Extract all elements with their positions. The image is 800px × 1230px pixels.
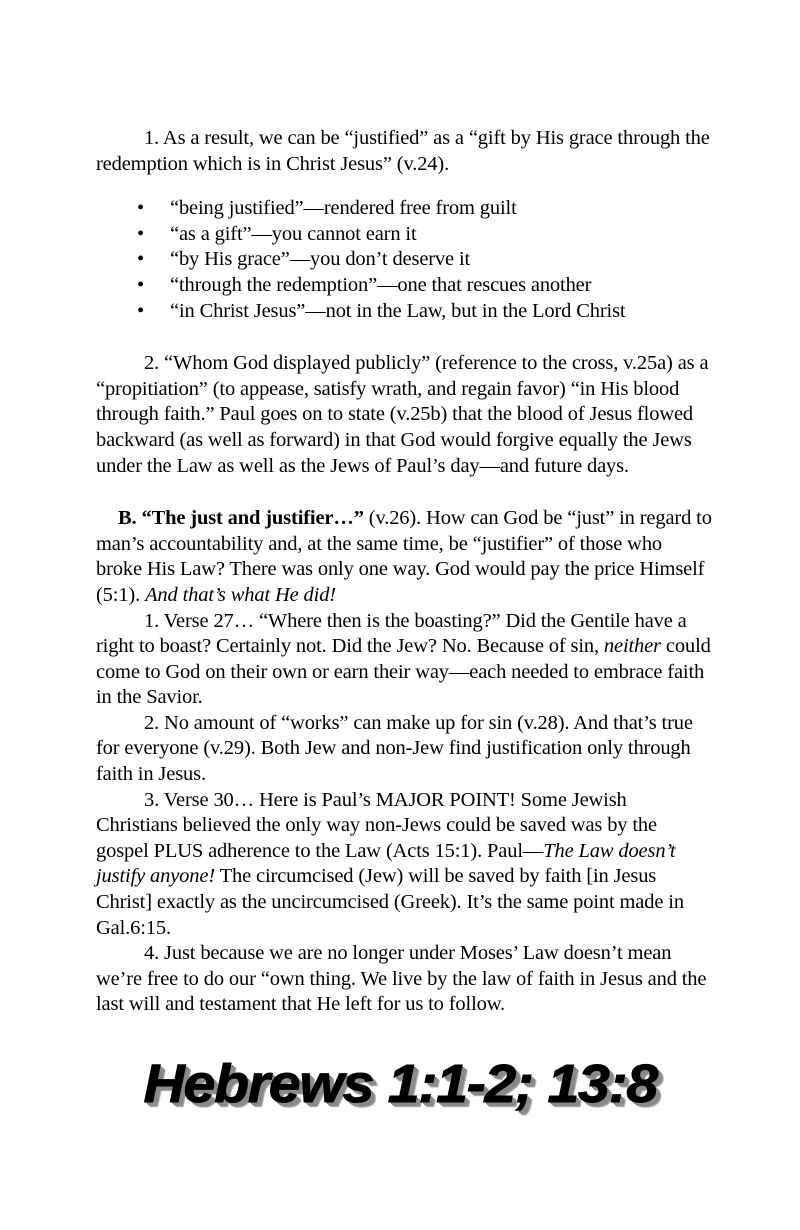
point-1-part-a: 1. Verse 27… “Where then is the boasting?” Did the Gentile have a right to boast? Certainly not. Did the Jew? No. Because of sin, xyxy=(96,609,687,658)
paragraph-point-3-verse-30 xyxy=(96,788,712,942)
bullet-icon: • xyxy=(137,197,145,220)
point-1-part-b: could come to God on their own or earn their way—each needed to embrace faith in the Savior. xyxy=(96,635,711,709)
spacer xyxy=(96,177,712,196)
bullet-icon: • xyxy=(137,248,145,271)
list-item xyxy=(96,222,712,248)
bullet-icon: • xyxy=(137,299,145,322)
paragraph-point-2-works: 2. No amount of “works” can make up for sin (v.28). And that’s true for everyone (v.29). Both Jew and non-Jew find justification only through faith in Jesus. xyxy=(96,711,693,786)
paragraph-section-b xyxy=(96,506,712,608)
spacer xyxy=(96,324,712,351)
bullet-icon: • xyxy=(137,273,145,296)
list-item-label: “being justified”—rendered free from guilt xyxy=(170,197,517,220)
section-b-body: (v.26). How can God be “just” in regard to man’s accountability and, at the same time, be “justifier” of those who broke His Law? There was only one way. God would pay the price Himself (5:1). xyxy=(96,507,712,606)
point-3-emphasis: The Law doesn’t justify anyone! xyxy=(96,839,676,888)
list-item-label: “in Christ Jesus”—not in the Law, but in the Lord Christ xyxy=(170,299,626,322)
bullet-list-justification-terms xyxy=(96,196,712,324)
paragraph-point-1-result: 1. As a result, we can be “justified” as a “gift by His grace through the redemption which is in Christ Jesus” (v.24). xyxy=(96,127,710,175)
paragraph-point-4-moses-law: 4. Just because we are no longer under Moses’ Law doesn’t mean we’re free to do our “own thing. We live by the law of faith in Jesus and the last will and testament that He left for us to follow. xyxy=(96,942,707,1016)
list-item xyxy=(96,299,712,325)
bullet-icon: • xyxy=(137,222,145,245)
list-item xyxy=(96,247,712,273)
paragraph-point-1-verse-27 xyxy=(96,609,712,711)
list-item-label: “as a gift”—you cannot earn it xyxy=(170,222,417,245)
point-3-part-a: 3. Verse 30… Here is Paul’s MAJOR POINT! Some Jewish Christians believed the only way non-Jews could be saved was by the gospel PLUS adherence to the Law (Acts 15:1). Paul— xyxy=(96,788,657,862)
list-item xyxy=(96,273,712,299)
point-1-emphasis: neither xyxy=(603,635,661,658)
section-b-heading: B. “The just and justifier…” xyxy=(118,507,364,530)
section-b-closing-emphasis: And that’s what He did! xyxy=(145,583,336,606)
spacer xyxy=(96,479,712,506)
paragraph-point-2-propitiation: 2. “Whom God displayed publicly” (reference to the cross, v.25a) as a “propitiation” (to appease, satisfy wrath, and regain favor) “in His blood through faith.” Paul goes on to state (v.25b) that the blood of Jesus flowed backward (as well as forward) in that God would forgive equally the Jews under the Law as well as the Jews of Paul’s day—and future days. xyxy=(96,352,709,477)
document-body xyxy=(96,126,712,1018)
wordart-title-container xyxy=(0,1053,800,1123)
point-3-part-b: The circumcised (Jew) will be saved by faith [in Jesus Christ] exactly as the uncircumcised (Greek). It’s the same point made in Gal.6:15. xyxy=(96,865,684,939)
list-item-label: “by His grace”—you don’t deserve it xyxy=(170,248,471,271)
list-item-label: “through the redemption”—one that rescues another xyxy=(170,273,592,296)
list-item xyxy=(96,196,712,222)
wordart-title-hebrews: Hebrews 1:1-2; 13:8 xyxy=(143,1054,657,1114)
